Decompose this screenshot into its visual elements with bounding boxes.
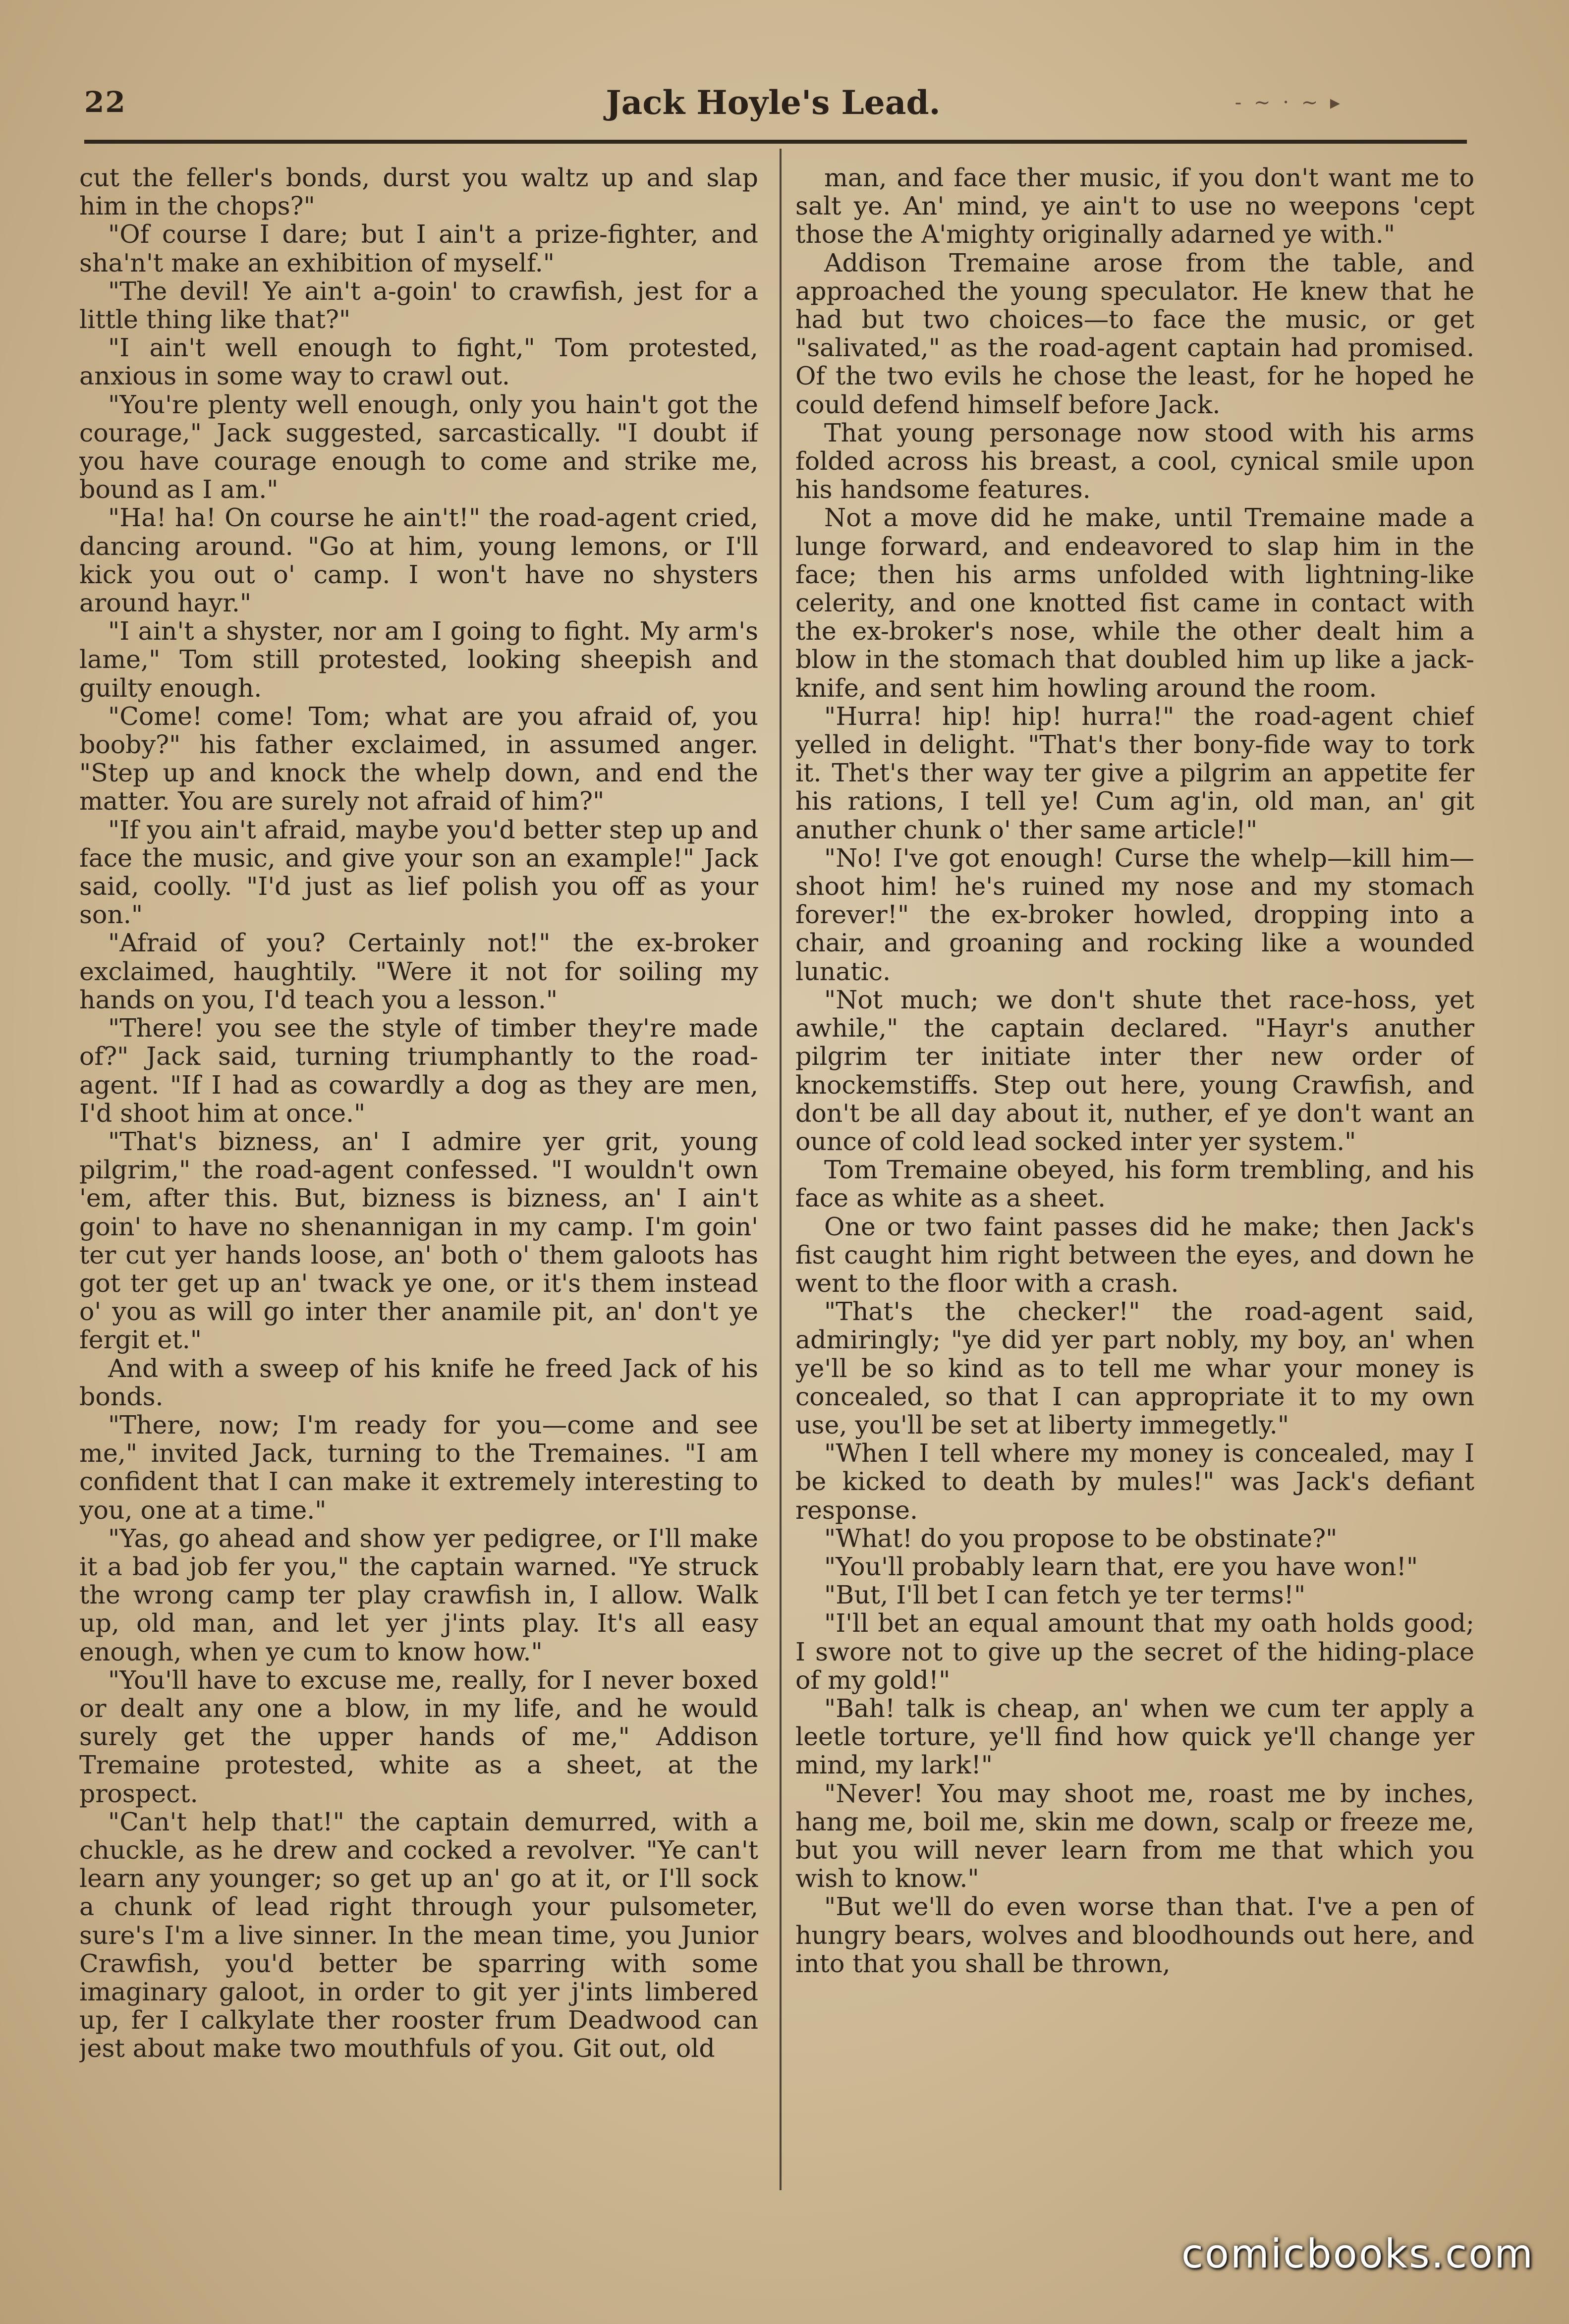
paragraph: man, and face ther music, if you don't want me to salt ye. An' mind, ye ain't to use no weepons 'cept those the A'mighty originally adarned ye with." [795,164,1474,249]
left-column [79,164,758,2195]
paragraph: "That's the checker!" the road-agent said, admiringly; "ye did yer part nobly, my boy, an' when ye'll be so kind as to tell me whar your money is concealed, so that I can appropriate it to my own use, you'll be set at liberty immegetly." [795,1297,1474,1439]
paragraph: "There! you see the style of timber they're made of?" Jack said, turning triumphantly to the road-agent. "If I had as cowardly a dog as they are men, I'd shoot him at once." [79,1013,758,1128]
paragraph: "Afraid of you? Certainly not!" the ex-broker exclaimed, haughtily. "Were it not for soiling my hands on you, I'd teach you a lesson." [79,928,758,1014]
paragraph: cut the feller's bonds, durst you waltz up and slap him in the chops?" [79,164,758,221]
paragraph: "I ain't a shyster, nor am I going to fight. My arm's lame," Tom still protested, looking sheepish and guilty enough. [79,616,758,703]
paragraph: "Come! come! Tom; what are you afraid of, you booby?" his father exclaimed, in assumed anger. "Step up and knock the whelp down, and end the matter. You are surely not afraid of him?" [79,701,758,816]
header-rule [84,140,1467,144]
paragraph: "Can't help that!" the captain demurred, with a chuckle, as he drew and cocked a revolver. "Ye can't learn any younger; so get up an' go at it, or I'll sock a chunk of lead right through your pulsometer, sure's I'm a live sinner. In the mean time, you Junior Crawfish, you'd better be sparring with some imaginary galoot, in order to git yer j'ints limbered up, fer I calkylate ther rooster frum Deadwood can jest about make two mouthfuls of you. Git out, old [79,1807,758,2063]
paragraph: "Of course I dare; but I ain't a prize-fighter, and sha'n't make an exhibition of myself." [79,220,758,277]
page-header [74,74,1472,134]
paragraph: "You're plenty well enough, only you hain't got the courage," Jack suggested, sarcastically. "I doubt if you have courage enough to come and strike me, bound as I am." [79,389,758,504]
paragraph: "That's bizness, an' I admire yer grit, young pilgrim," the road-agent confessed. "I wouldn't own 'em, after this. But, bizness is bizness, an' I ain't goin' to have no shenannigan in my camp. I'm goin' ter cut yer hands loose, an' both o' them galoots has got ter get up an' twack ye one, or it's them instead o' you as will go inter ther anamile pit, an' don't ye fergit et." [79,1126,758,1355]
paragraph: Tom Tremaine obeyed, his form trembling, and his face as white as a sheet. [795,1155,1474,1213]
header-ornament: - ~ · ~ ▸ [1234,91,1343,114]
paragraph: "What! do you propose to be obstinate?" [824,1523,1338,1553]
column-divider [780,149,782,2190]
paragraph: "When I tell where my money is concealed, may I be kicked to death by mules!" was Jack's defiant response. [795,1439,1474,1525]
paragraph: "Never! You may shoot me, roast me by inches, hang me, boil me, skin me down, scalp or freeze me, but you will never learn from me that which you wish to know." [795,1778,1474,1893]
left-column-text [79,164,758,2063]
running-title: Jack Hoyle's Lead. [606,83,941,122]
paragraph: "If you ain't afraid, maybe you'd better step up and face the music, and give your son an example!" Jack said, coolly. "I'd just as lief polish you off as your son." [79,815,758,930]
paragraph: "Ha! ha! On course he ain't!" the road-agent cried, dancing around. "Go at him, young lemons, or I'll kick you out o' camp. I won't have no shysters around hayr." [79,503,758,618]
paragraph: And with a sweep of his knife he freed Jack of his bonds. [79,1353,758,1411]
paragraph: Not a move did he make, until Tremaine made a lunge forward, and endeavored to slap him in the face; then his arms unfolded with lightning-like celerity, and one knotted fist came in contact with the ex-broker's nose, while the other dealt him a blow in the stomach that doubled him up like a jack-knife, and sent him howling around the room. [795,503,1474,703]
page-number: 22 [84,85,126,119]
paragraph: "Not much; we don't shute thet race-hoss, yet awhile," the captain declared. "Hayr's anuther pilgrim ter initiate inter ther new order of knockemstiffs. Step out here, young Crawfish, and don't be all day about it, nuther, ef ye don't want an ounce of cold lead socked inter yer system." [795,985,1474,1156]
paragraph: One or two faint passes did he make; then Jack's fist caught him right between the eyes, and down he went to the floor with a crash. [795,1212,1474,1298]
paragraph: "No! I've got enough! Curse the whelp—kill him—shoot him! he's ruined my nose and my stomach forever!" the ex-broker howled, dropping into a chair, and groaning and rocking like a wounded lunatic. [795,843,1474,986]
paragraph: Addison Tremaine arose from the table, and approached the young speculator. He knew that he had but two choices—to face the music, or get "salivated," as the road-agent captain had promised. Of the two evils he chose the least, for he hoped he could defend himself before Jack. [795,248,1474,419]
paragraph: "The devil! Ye ain't a-goin' to crawfish, jest for a little thing like that?" [79,276,758,334]
paragraph: "Hurra! hip! hip! hurra!" the road-agent chief yelled in delight. "That's ther bony-fide way to tork it. Thet's ther way ter give a pilgrim an appetite fer his rations, I tell ye! Cum ag'in, old man, an' git anuther chunk o' ther same article!" [795,701,1474,844]
paragraph: "Bah! talk is cheap, an' when we cum ter apply a leetle torture, ye'll find how quick ye'll change yer mind, my lark!" [795,1693,1474,1780]
paragraph: "I'll bet an equal amount that my oath holds good; I swore not to give up the secret of the hiding-place of my gold!" [795,1608,1474,1695]
paragraph: "But, I'll bet I can fetch ye ter terms!" [824,1580,1306,1610]
paragraph: That young personage now stood with his arms folded across his breast, a cool, cynical smile upon his handsome features. [795,418,1474,504]
paragraph: "You'll probably learn that, ere you have won!" [824,1551,1418,1581]
paragraph: "There, now; I'm ready for you—come and see me," invited Jack, turning to the Tremaines. "I am confident that I can make it extremely interesting to you, one at a time." [79,1410,758,1525]
right-column-text [795,164,1474,1978]
paragraph: "I ain't well enough to fight," Tom protested, anxious in some way to crawl out. [79,333,758,391]
paragraph: "Yas, go ahead and show yer pedigree, or I'll make it a bad job fer you," the captain warned. "Ye struck the wrong camp ter play crawfish in, I allow. Walk up, old man, and let yer j'ints play. It's all easy enough, when ye cum to know how." [79,1523,758,1666]
site-watermark: comicbooks.com [1181,2231,1534,2277]
paragraph: "You'll have to excuse me, really, for I never boxed or dealt any one a blow, in my life, and he would surely get the upper hands of me," Addison Tremaine protested, white as a sheet, at the prospect. [79,1665,758,1808]
right-column [795,164,1474,2195]
paragraph: "But we'll do even worse than that. I've a pen of hungry bears, wolves and bloodhounds out here, and into that you shall be thrown, [795,1892,1474,1978]
